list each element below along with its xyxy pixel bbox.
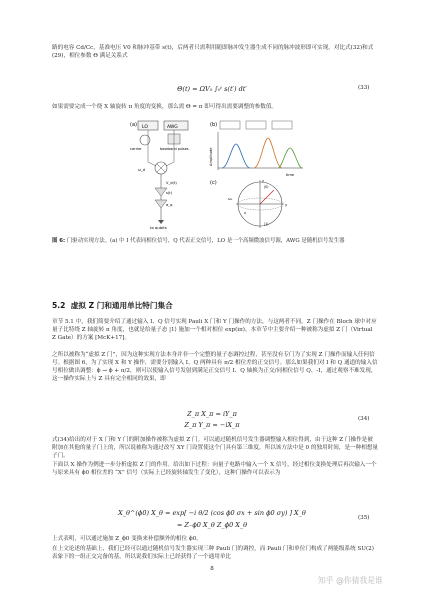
omega-d-label: ω_d [138,168,146,172]
paragraph-section-5: 上式表明，可以通过施加 Z_ϕ0 变换来补偿额外的相位 ϕ0。 [52,536,202,542]
caption-label: 图 6: [52,238,66,244]
omega-0-label: ω₀ [228,197,233,201]
paragraph-section-4: 下面以 X 操作为例进一步分析虚拟 Z 门的作用。给出如下过程：向量子电路中输入一个 X 信号，经过相位变换处理后再次输入一个与原来具有 ϕ0 相位差的 “X” 信号（实际上已经旋转轴发生了变化），这种门操作可以表示为 [52,462,377,477]
to-qubits-label: to qubits [150,225,167,230]
equation-33-number: (33) [358,85,370,91]
section-title: 虚拟 Z 门和通用单比特门集合 [70,301,173,310]
vd-label: V_d(t) [166,181,177,185]
caption-text: 门驱动实现方法。(a) 中 I 代表同相位信号，Q 代表正交信号，LO 是一个高频微波信号源，AWG 是随机信号发生器 [66,238,345,244]
amplitude-label: Amplitude [209,147,213,166]
awg-label: AWG [167,125,178,130]
watermark: 知乎 @你猜我是谁 [318,576,383,585]
panel-c-label: (c) [210,180,217,186]
figure-caption [52,237,378,245]
baseband-label: baseband pulses [160,147,189,151]
equation-35-number: (35) [358,515,370,521]
section-heading [52,300,173,311]
panel-a-label: (a) [130,122,137,128]
equation-35-line-2: = Z₋ϕ0 X_θ Z_ϕ0 X_θ [176,521,248,529]
equation-34-line-1: Z_π X_π = iY_π [187,410,237,418]
lo-label: LO [142,125,148,130]
ket-0-label: |0⟩ [264,185,269,189]
section-number: 5.2 [52,301,66,310]
equation-34-number: (34) [358,416,370,422]
bloch-y-label: y [285,203,288,207]
paragraph-section-6: 在上文论述的基础上，我们已经可以通过随机信号发生器实现三种 Pauli 门的调控，而 Pauli 门和单位门构成了两能级系统 SU(2) 表象下的一组正交完备的基，所以说我们实际上已经获得了一个通用单比 [52,546,374,561]
lo-box [138,121,158,130]
sigma-q-label: σ_q [166,203,173,207]
figure-6 [128,118,308,230]
page-number: 8 [210,566,214,572]
ket-1-label: |1⟩ [264,222,269,226]
carrier-label: carrier [130,147,142,151]
s-label: s(t) [166,191,173,195]
equation-34-line-2: Z_π Y_π = −iX_π [184,421,240,429]
paragraph-intro-1: 路的电容 Cd/Cc，基准电压 V0 和脉冲基带 s(t)，后两者只需利用随即脉冲发生器生成不同的脉冲波形即可实现。对比式(32)和式(29)，相位参数 Θ 满足关系式 [52,45,374,60]
paragraph-section-2: 之所以被称为“虚拟 Z 门”，因为这种实现方法本身并非一个完整的量子态调控过程，甚至没有专门为了实现 Z 门操作而输入任何信号。根据图 6，为了实现 X 和 Y 操作，需要分别输入 I、Q 两种具有 π/2 相位差的正交信号。那么如果我们对 I 和 Q 通道的输入信号相位做出调整：ϕ → ϕ + π/2，则可以使输入信号发射到满足正交信号 I、Q 轴换为正交/同相位信号 Q、-I，通过观察不难发现，这一操作实际上与 Z 具有完全相同的效果，即 [52,352,378,383]
paragraph-section-3: 式(34)给出的对于 X 门和 Y 门的附加操作被称为虚拟 Z 门。可以通过随机信号发生器调整输入相位得到，由于这种 Z 门操作是被附加在其他的量子门上的，所以说被称为通过改写 XY 门设置使这个门具有第三维度，所以该方法中是 0 的独用时间，是一种相想量子门。 [52,437,379,460]
time-label: time [286,173,295,177]
equation-35-line-1: X_θ^(ϕ0) X_θ = exp[ −i θ/2 (cos ϕ0 σx + sin ϕ0 σy) ] X_θ [118,509,306,517]
paragraph-intro-2: 如果需要完成一个绕 X 轴旋转 π 角度的变换，那么需 Θ = π 即可得出需要调整的参数值。 [52,104,278,110]
bloch-x-label: x [244,211,247,215]
panel-b-label: (b) [210,122,218,128]
equation-33-body: Θ(t) = ΩV₀ ∫₀ᵗ s(t′) dt′ [177,85,247,93]
bloch-z-label: z [262,179,264,183]
paragraph-section-1: 章节 5.1 中，我们简要介绍了通过输入 I、Q 信号实现 Pauli X 门和 Y 门操作的方法，与这两者不同，Z 门操作在 Bloch 球中对应量子比特绕 Z 轴旋转 π 角度，也就是给量子态 |1⟩ 施加一个相对相位 exp(iπ)。本章节中主要介绍一种被称为虚拟 Z 门（Virtual Z Gate）的方案 [McK+17]。 [52,319,377,342]
